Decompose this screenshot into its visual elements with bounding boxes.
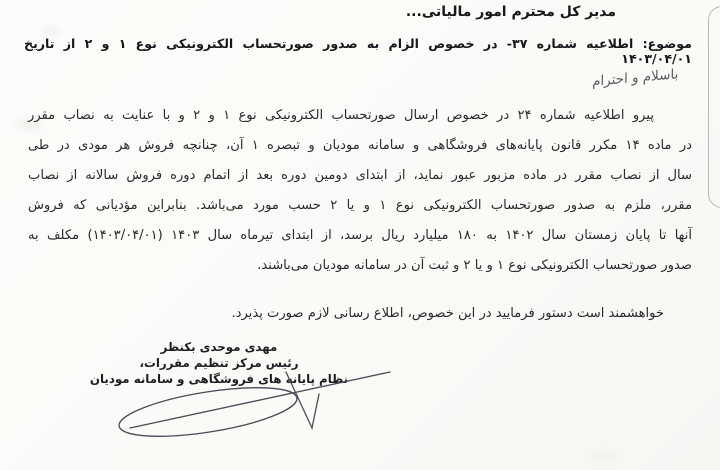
body-line: پیرو اطلاعیه شماره ۲۴ در خصوص ارسال صورتحساب الکترونیکی نوع ۱ و ۲ و با عنایت به نصاب مقرر [28,108,654,123]
closing-line: خواهشمند است دستور فرمایید در این خصوص، اطلاع رسانی لازم صورت پذیرد. [231,306,664,321]
body-line: در ماده ۱۴ مکرر قانون پایانه‌های فروشگاهی و سامانه مودیان و تبصره ۱ آن، چنانچه فروش هر مودی در طی [28,138,692,153]
scan-smudge [40,28,60,36]
body-line: صدور صورتحساب الکترونیکی نوع ۱ و یا ۲ و ثبت آن در سامانه مودیان می‌باشند. [257,258,692,273]
body-line: مقرر، ملزم به صدور صورتحساب الکترونیکی نوع ۱ و یا ۲ حسب مورد می‌باشد. بنابراین مؤدیانی که فروش [28,198,692,213]
subject-line: موضوع: اطلاعیه شماره ۳۷- در خصوص الزام به صدور صورتحساب الکترونیکی نوع ۱ و ۲ از تاریخ ۱۴۰۳/۰۴/۰۱ [24,36,692,66]
signatory-title: رئیس مرکز تنظیم مقررات، [139,356,299,370]
body-line: سال از نصاب مقرر در ماده مزبور عبور نماید، از ابتدای دومین دوره بعد از اتمام دوره فروش سالانه از نصاب [28,168,692,183]
body-line: آنها تا پایان زمستان سال ۱۴۰۲ به ۱۸۰ میلیارد ریال برسد، از ابتدای تیرماه سال ۱۴۰۳ (۱۴۰۳/۰۴/۰۱) مکلف به [28,228,692,243]
body-paragraph [28,101,692,281]
page-corner-border [708,6,720,208]
scan-smudge [590,452,620,461]
signatory-name: مهدی موحدی بکنظر [160,340,278,354]
signature-scribble [90,366,400,451]
signatory-department: نظام پایانه های فروشگاهی و سامانه مودیان [89,372,349,386]
recipient-title: مدیر کل محترم امور مالیاتی... [405,4,616,20]
handwritten-greeting: باسلام و احترام [591,66,678,90]
